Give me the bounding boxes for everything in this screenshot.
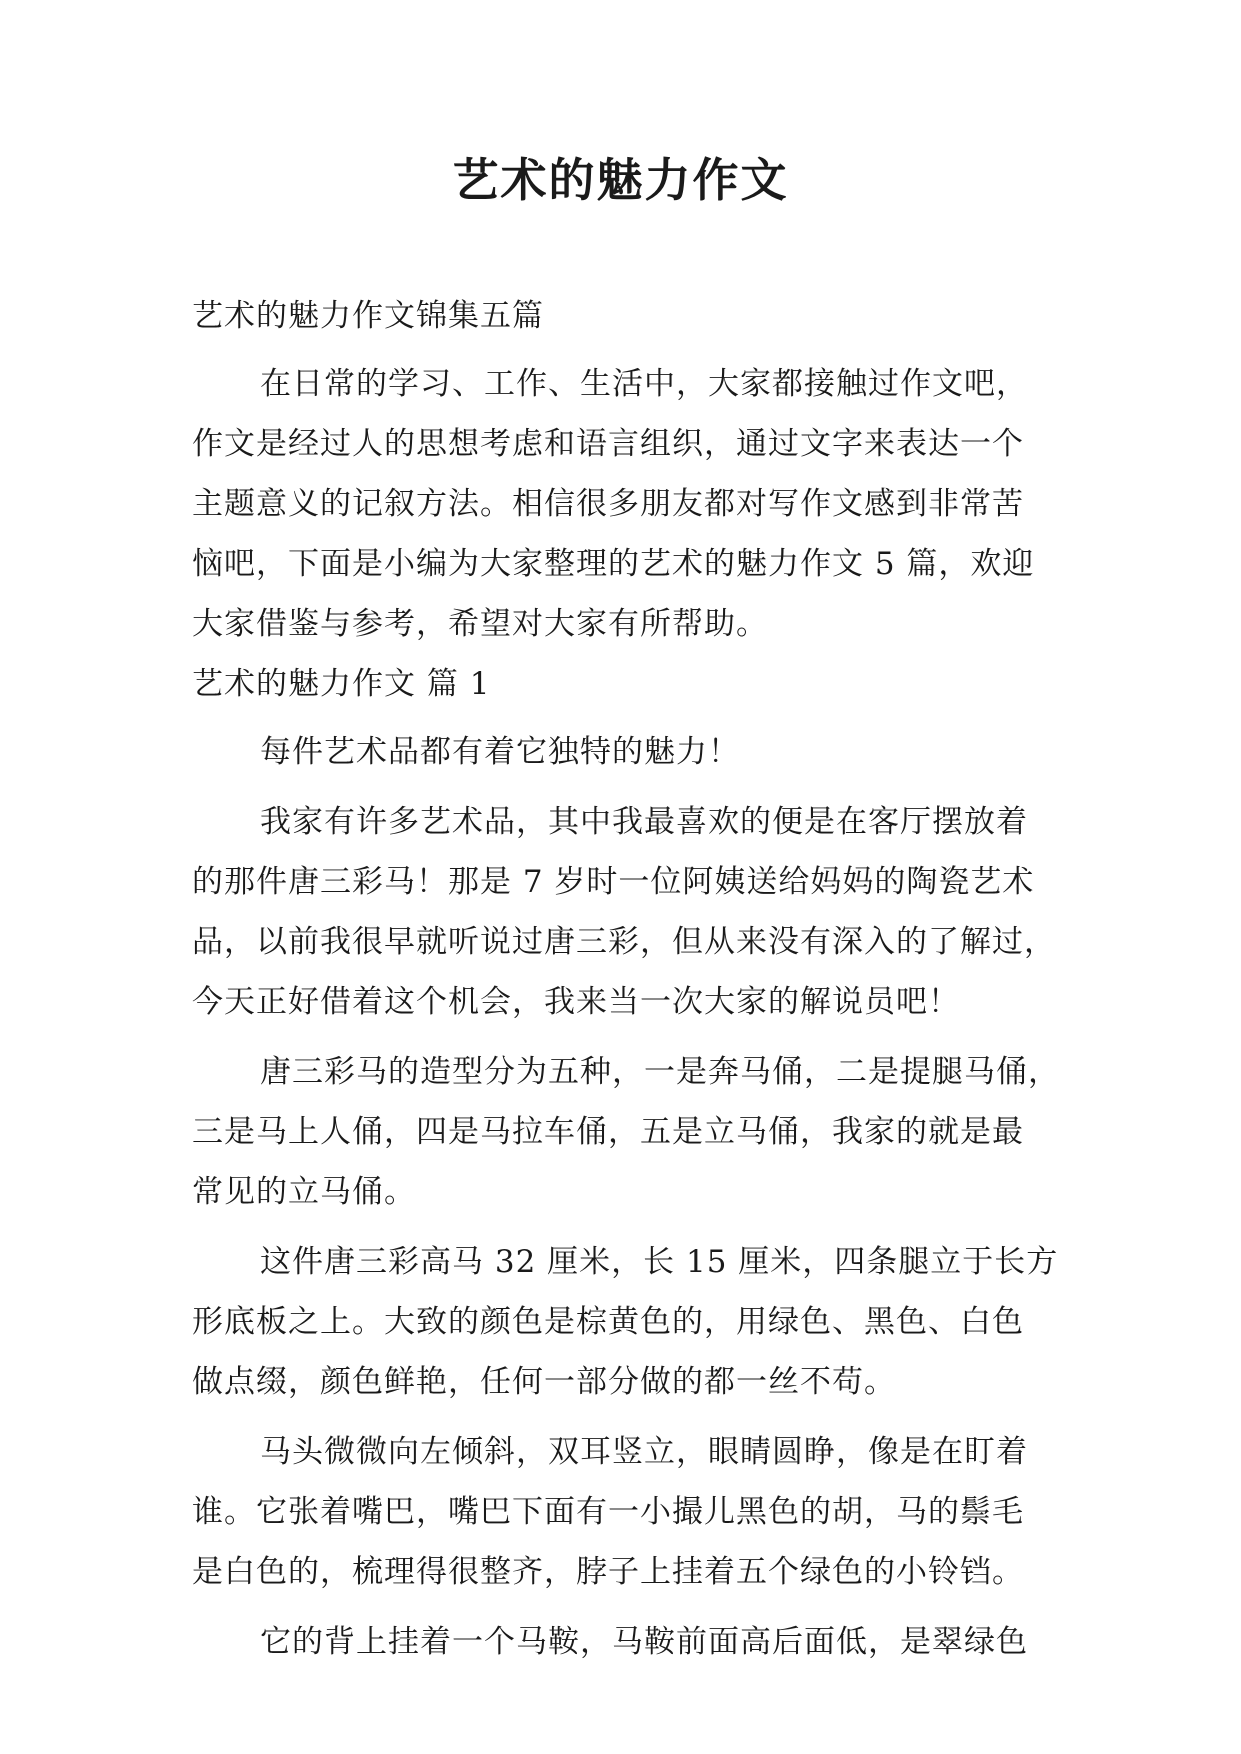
document-title: 艺术的魅力作文	[452, 153, 789, 207]
body-paragraph	[192, 1042, 1060, 1222]
paragraph-line: 做点缀，颜色鲜艳，任何一部分做的都一丝不苟。	[192, 1364, 896, 1400]
document-subtitle: 艺术的魅力作文锦集五篇	[192, 298, 544, 334]
paragraph-line: 这件唐三彩高马 32 厘米，长 15 厘米，四条腿立于长方	[260, 1244, 1059, 1280]
body-paragraph	[192, 1612, 1052, 1672]
body-paragraph	[192, 722, 1052, 782]
body-paragraph	[192, 1422, 1052, 1602]
document-body	[192, 286, 1060, 1672]
paragraph-line: 是白色的，梳理得很整齐，脖子上挂着五个绿色的小铃铛。	[192, 1554, 1024, 1590]
body-paragraph	[192, 1232, 1059, 1412]
intro-paragraph	[192, 354, 1052, 654]
intro-line: 主题意义的记叙方法。相信很多朋友都对写作文感到非常苦	[192, 486, 1024, 522]
intro-line: 在日常的学习、工作、生活中，大家都接触过作文吧，	[260, 366, 1028, 402]
paragraph-line: 每件艺术品都有着它独特的魅力！	[260, 734, 740, 770]
paragraph-line: 今天正好借着这个机会，我来当一次大家的解说员吧！	[192, 984, 960, 1020]
paragraph-line: 形底板之上。大致的颜色是棕黄色的，用绿色、黑色、白色	[192, 1304, 1024, 1340]
section-heading: 艺术的魅力作文 篇 1	[192, 666, 491, 702]
intro-line: 恼吧，下面是小编为大家整理的艺术的魅力作文 5 篇，欢迎	[192, 546, 1035, 582]
paragraph-line: 我家有许多艺术品，其中我最喜欢的便是在客厅摆放着	[260, 804, 1028, 840]
body-paragraph	[192, 792, 1056, 1032]
paragraph-line: 谁。它张着嘴巴，嘴巴下面有一小撮儿黑色的胡，马的鬃毛	[192, 1494, 1024, 1530]
intro-line: 作文是经过人的思想考虑和语言组织，通过文字来表达一个	[192, 426, 1024, 462]
paragraph-line: 品，以前我很早就听说过唐三彩，但从来没有深入的了解过，	[192, 924, 1056, 960]
paragraph-line: 马头微微向左倾斜，双耳竖立，眼睛圆睁，像是在盯着	[260, 1434, 1028, 1470]
paragraph-line: 它的背上挂着一个马鞍，马鞍前面高后面低，是翠绿色	[260, 1624, 1028, 1660]
intro-line: 大家借鉴与参考，希望对大家有所帮助。	[192, 606, 768, 642]
paragraph-line: 三是马上人俑，四是马拉车俑，五是立马俑，我家的就是最	[192, 1114, 1024, 1150]
paragraph-line: 唐三彩马的造型分为五种，一是奔马俑，二是提腿马俑，	[260, 1054, 1060, 1090]
paragraph-line: 的那件唐三彩马！那是 7 岁时一位阿姨送给妈妈的陶瓷艺术	[192, 864, 1035, 900]
paragraph-line: 常见的立马俑。	[192, 1174, 416, 1210]
